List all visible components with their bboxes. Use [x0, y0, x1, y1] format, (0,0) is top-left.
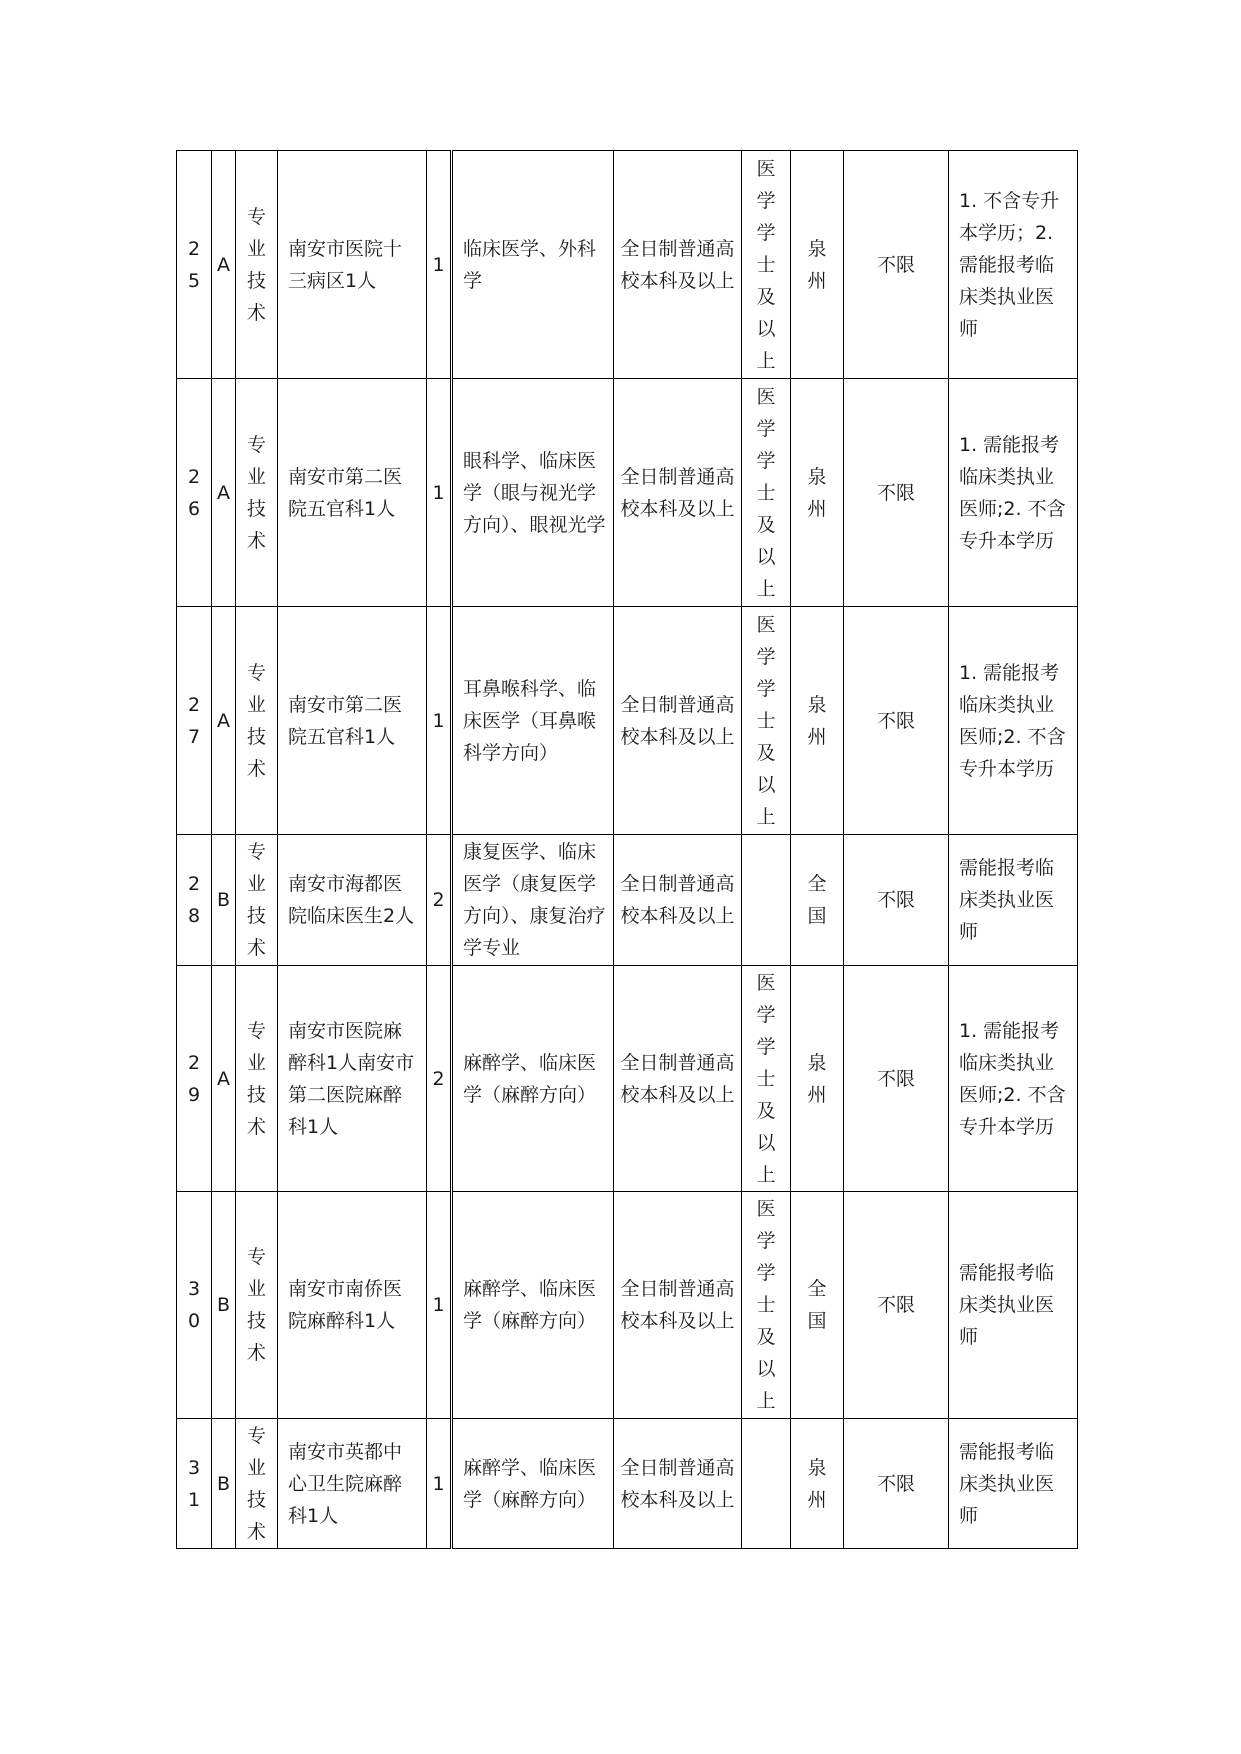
- post-type-cell-char: 业: [246, 465, 266, 488]
- degree-cell-char: 上: [756, 349, 776, 372]
- post-type-cell-char: 专: [246, 433, 266, 456]
- education-cell: 全日制普通高校本科及以上: [614, 151, 742, 379]
- degree-cell-char: 及: [756, 741, 776, 764]
- region-cell-char: 全: [807, 1278, 827, 1300]
- region-cell-char: 泉: [807, 1051, 827, 1074]
- seq-number-cell-char: 2: [187, 1051, 201, 1074]
- degree-cell-char: 上: [756, 1390, 776, 1412]
- post-type-cell-char: 业: [246, 237, 266, 260]
- degree-cell-char: 医: [756, 157, 776, 180]
- post-type-cell: [236, 835, 278, 966]
- post-type-cell: [236, 379, 278, 607]
- seq-number-cell-char: 2: [187, 237, 201, 260]
- major-cell: 临床医学、外科学: [452, 151, 614, 379]
- seq-number-cell-char: 7: [187, 725, 201, 748]
- degree-cell-char: 士: [756, 709, 776, 732]
- post-type-cell-char: 技: [246, 725, 266, 748]
- region-cell: [791, 379, 844, 607]
- table-row: [177, 151, 1078, 379]
- degree-cell-char: 学: [756, 417, 776, 440]
- degree-cell-char: 以: [756, 1131, 776, 1154]
- post-type-cell: [236, 607, 278, 835]
- remarks-cell: 1. 不含专升本学历；2. 需能报考临床类执业医师: [949, 151, 1078, 379]
- seq-number-cell: [177, 966, 212, 1192]
- seq-number-cell: [177, 1192, 212, 1419]
- region-cell-char: 泉: [807, 465, 827, 488]
- region-cell-char: 国: [807, 905, 827, 927]
- remarks-cell: 1. 需能报考临床类执业医师;2. 不含专升本学历: [949, 966, 1078, 1192]
- degree-cell-char: 学: [756, 1262, 776, 1284]
- employer-cell: 南安市医院麻醉科1人南安市第二医院麻醉科1人: [278, 966, 427, 1192]
- category-cell: B: [212, 1419, 236, 1549]
- table-row: [177, 835, 1078, 966]
- region-cell: [791, 607, 844, 835]
- degree-cell-char: 士: [756, 481, 776, 504]
- region-cell-char: 州: [807, 1083, 827, 1106]
- post-type-cell-char: 专: [246, 1424, 266, 1447]
- education-cell: 全日制普通高校本科及以上: [614, 835, 742, 966]
- headcount-cell: 1: [427, 607, 452, 835]
- seq-number-cell-char: 2: [187, 873, 201, 895]
- seq-number-cell-char: 0: [187, 1310, 201, 1332]
- post-type-cell-char: 技: [246, 905, 266, 927]
- education-cell: 全日制普通高校本科及以上: [614, 379, 742, 607]
- seq-number-cell-char: 6: [187, 497, 201, 520]
- degree-cell-char: 士: [756, 253, 776, 276]
- degree-cell: [742, 1192, 791, 1419]
- post-type-cell-char: 业: [246, 693, 266, 716]
- region-cell: [791, 151, 844, 379]
- seq-number-cell: [177, 151, 212, 379]
- degree-cell-char: 学: [756, 221, 776, 244]
- major-cell: 耳鼻喉科学、临床医学（耳鼻喉科学方向）: [452, 607, 614, 835]
- post-type-cell: [236, 151, 278, 379]
- degree-cell-char: 以: [756, 317, 776, 340]
- major-cell: 麻醉学、临床医学（麻醉方向）: [452, 1419, 614, 1549]
- post-type-cell: [236, 966, 278, 1192]
- post-type-cell-char: 业: [246, 1051, 266, 1074]
- remarks-cell: 需能报考临床类执业医师: [949, 1419, 1078, 1549]
- degree-cell-char: 上: [756, 577, 776, 600]
- degree-cell-char: 及: [756, 1326, 776, 1348]
- headcount-cell: 2: [427, 835, 452, 966]
- category-cell: A: [212, 379, 236, 607]
- major-cell: 麻醉学、临床医学（麻醉方向）: [452, 966, 614, 1192]
- degree-cell: [742, 1419, 791, 1549]
- age-limit-cell: 不限: [844, 151, 949, 379]
- degree-cell-char: 医: [756, 1198, 776, 1220]
- post-type-cell-char: 业: [246, 1278, 266, 1300]
- degree-cell-char: 士: [756, 1067, 776, 1090]
- region-cell-char: 全: [807, 873, 827, 895]
- degree-cell-char: 上: [756, 805, 776, 828]
- education-cell: 全日制普通高校本科及以上: [614, 607, 742, 835]
- education-cell: 全日制普通高校本科及以上: [614, 966, 742, 1192]
- remarks-cell: 需能报考临床类执业医师: [949, 835, 1078, 966]
- seq-number-cell-char: 9: [187, 1083, 201, 1106]
- degree-cell-char: 医: [756, 971, 776, 994]
- category-cell: B: [212, 835, 236, 966]
- post-type-cell-char: 专: [246, 205, 266, 228]
- post-type-cell-char: 术: [246, 1342, 266, 1364]
- degree-cell-char: 学: [756, 449, 776, 472]
- table-row: [177, 1192, 1078, 1419]
- post-type-cell-char: 专: [246, 1019, 266, 1042]
- age-limit-cell: 不限: [844, 1192, 949, 1419]
- post-type-cell: [236, 1419, 278, 1549]
- degree-cell-char: 学: [756, 1035, 776, 1058]
- degree-cell: [742, 966, 791, 1192]
- region-cell-char: 州: [807, 269, 827, 292]
- age-limit-cell: 不限: [844, 379, 949, 607]
- headcount-cell: 1: [427, 379, 452, 607]
- post-type-cell-char: 技: [246, 1488, 266, 1511]
- employer-cell: 南安市医院十三病区1人: [278, 151, 427, 379]
- region-cell-char: 州: [807, 497, 827, 520]
- seq-number-cell-char: 5: [187, 269, 201, 292]
- category-cell: A: [212, 151, 236, 379]
- category-cell: B: [212, 1192, 236, 1419]
- employer-cell: 南安市海都医院临床医生2人: [278, 835, 427, 966]
- category-cell: A: [212, 966, 236, 1192]
- degree-cell-char: 以: [756, 1358, 776, 1380]
- table-row: [177, 607, 1078, 835]
- degree-cell: [742, 379, 791, 607]
- region-cell-char: 国: [807, 1310, 827, 1332]
- region-cell-char: 泉: [807, 237, 827, 260]
- region-cell-char: 泉: [807, 1456, 827, 1479]
- seq-number-cell: [177, 607, 212, 835]
- post-type-cell-char: 术: [246, 1115, 266, 1138]
- age-limit-cell: 不限: [844, 966, 949, 1192]
- age-limit-cell: 不限: [844, 1419, 949, 1549]
- age-limit-cell: 不限: [844, 607, 949, 835]
- post-type-cell-char: 技: [246, 497, 266, 520]
- age-limit-cell: 不限: [844, 835, 949, 966]
- remarks-cell: 1. 需能报考临床类执业医师;2. 不含专升本学历: [949, 379, 1078, 607]
- region-cell-char: 州: [807, 1488, 827, 1511]
- post-type-cell-char: 专: [246, 661, 266, 684]
- headcount-cell: 1: [427, 1192, 452, 1419]
- region-cell: [791, 835, 844, 966]
- seq-number-cell-char: 2: [187, 465, 201, 488]
- seq-number-cell-char: 1: [187, 1488, 201, 1511]
- post-type-cell-char: 术: [246, 1520, 266, 1543]
- post-type-cell-char: 业: [246, 873, 266, 895]
- major-cell: 麻醉学、临床医学（麻醉方向）: [452, 1192, 614, 1419]
- employer-cell: 南安市英都中心卫生院麻醉科1人: [278, 1419, 427, 1549]
- degree-cell-char: 医: [756, 385, 776, 408]
- degree-cell-char: 医: [756, 613, 776, 636]
- region-cell: [791, 1419, 844, 1549]
- table-row: [177, 379, 1078, 607]
- headcount-cell: 2: [427, 966, 452, 1192]
- degree-cell-char: 学: [756, 677, 776, 700]
- region-cell-char: 州: [807, 725, 827, 748]
- degree-cell: [742, 835, 791, 966]
- post-type-cell-char: 专: [246, 841, 266, 863]
- post-type-cell-char: 专: [246, 1246, 266, 1268]
- major-cell: 康复医学、临床医学（康复医学方向）、康复治疗学专业: [452, 835, 614, 966]
- degree-cell-char: 及: [756, 285, 776, 308]
- headcount-cell: 1: [427, 1419, 452, 1549]
- headcount-cell: 1: [427, 151, 452, 379]
- degree-cell-char: 学: [756, 1003, 776, 1026]
- degree-cell-char: 士: [756, 1294, 776, 1316]
- degree-cell-char: 学: [756, 1230, 776, 1252]
- seq-number-cell-char: 2: [187, 693, 201, 716]
- post-type-cell: [236, 1192, 278, 1419]
- post-type-cell-char: 技: [246, 1310, 266, 1332]
- degree-cell: [742, 151, 791, 379]
- education-cell: 全日制普通高校本科及以上: [614, 1192, 742, 1419]
- seq-number-cell: [177, 379, 212, 607]
- seq-number-cell-char: 3: [187, 1278, 201, 1300]
- region-cell: [791, 1192, 844, 1419]
- region-cell-char: 泉: [807, 693, 827, 716]
- degree-cell-char: 上: [756, 1163, 776, 1186]
- category-cell: A: [212, 607, 236, 835]
- remarks-cell: 1. 需能报考临床类执业医师;2. 不含专升本学历: [949, 607, 1078, 835]
- employer-cell: 南安市第二医院五官科1人: [278, 379, 427, 607]
- seq-number-cell-char: 8: [187, 905, 201, 927]
- degree-cell-char: 以: [756, 545, 776, 568]
- employer-cell: 南安市第二医院五官科1人: [278, 607, 427, 835]
- degree-cell-char: 学: [756, 189, 776, 212]
- major-cell: 眼科学、临床医学（眼与视光学方向）、眼视光学: [452, 379, 614, 607]
- degree-cell-char: 及: [756, 513, 776, 536]
- remarks-cell: 需能报考临床类执业医师: [949, 1192, 1078, 1419]
- employer-cell: 南安市南侨医院麻醉科1人: [278, 1192, 427, 1419]
- table-body: [177, 151, 1078, 1549]
- post-type-cell-char: 术: [246, 757, 266, 780]
- seq-number-cell: [177, 1419, 212, 1549]
- post-type-cell-char: 术: [246, 937, 266, 959]
- post-type-cell-char: 技: [246, 269, 266, 292]
- post-type-cell-char: 术: [246, 529, 266, 552]
- seq-number-cell-char: 3: [187, 1456, 201, 1479]
- degree-cell-char: 及: [756, 1099, 776, 1122]
- post-type-cell-char: 术: [246, 301, 266, 324]
- education-cell: 全日制普通高校本科及以上: [614, 1419, 742, 1549]
- degree-cell-char: 学: [756, 645, 776, 668]
- seq-number-cell: [177, 835, 212, 966]
- region-cell: [791, 966, 844, 1192]
- post-type-cell-char: 业: [246, 1456, 266, 1479]
- degree-cell-char: 以: [756, 773, 776, 796]
- degree-cell: [742, 607, 791, 835]
- table-row: [177, 1419, 1078, 1549]
- recruitment-table: [176, 150, 1078, 1549]
- table-row: [177, 966, 1078, 1192]
- post-type-cell-char: 技: [246, 1083, 266, 1106]
